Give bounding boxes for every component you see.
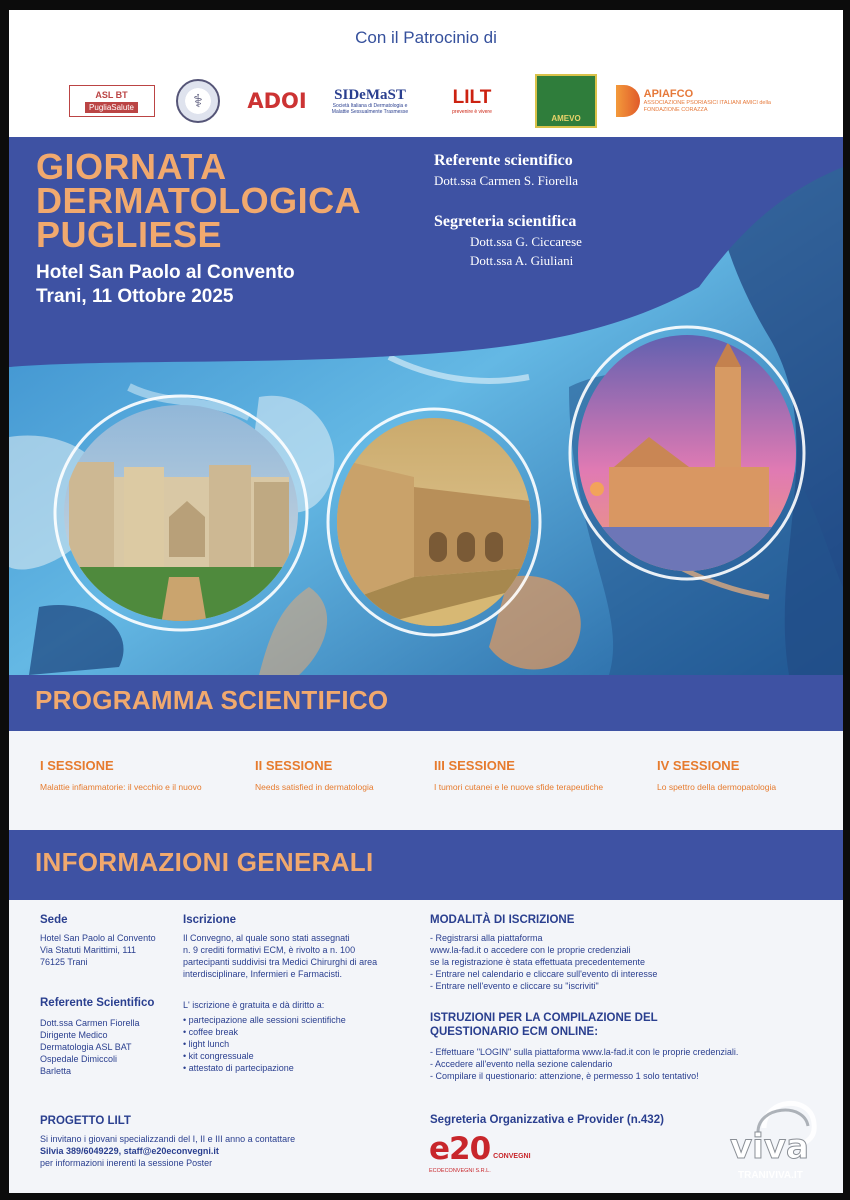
session-1-title: I SESSIONE: [40, 758, 114, 773]
istruzioni-label-line: QUESTIONARIO ECM ONLINE:: [430, 1026, 599, 1038]
modalita-line: - Entrare nel calendario e cliccare sull'evento di interesse: [430, 969, 658, 979]
event-date: Trani, 11 Ottobre 2025: [36, 286, 234, 307]
referente-line: Dott.ssa Carmen Fiorella: [40, 1018, 140, 1028]
iscrizione-text: [183, 932, 377, 980]
lilt-sub: prevenire è vivere: [452, 109, 492, 115]
lilt-label: LILT: [452, 87, 492, 108]
sidemast-label: SIDeMaST: [334, 87, 406, 103]
event-title-line-3: PUGLIESE: [36, 214, 223, 255]
scientific-secretariat-label: Segreteria scientifica: [434, 213, 577, 230]
benefit-item: • kit congressuale: [183, 1051, 254, 1061]
scientific-secretariat-name-1: Dott.ssa G. Ciccarese: [470, 234, 582, 249]
event-poster: [9, 10, 843, 1193]
referente-line: Dermatologia ASL BAT: [40, 1042, 132, 1052]
referente-line: Dirigente Medico: [40, 1030, 108, 1040]
event-title-line-2: DERMATOLOGICA: [36, 180, 362, 221]
sede-line: Via Statuti Marittimi, 111: [40, 945, 137, 955]
asl-bt-label: ASL BT: [95, 89, 128, 100]
iscrizione-line: Il Convegno, al quale sono stati assegnati: [183, 933, 350, 943]
apiafco-mark-icon: [616, 85, 640, 117]
benefit-item: • partecipazione alle sessioni scientifiche: [183, 1015, 346, 1025]
sede-label: Sede: [40, 914, 68, 926]
istruzioni-line: - Effettuare "LOGIN" sulla piattaforma www.la-fad.it con le proprie credenziali.: [430, 1047, 739, 1057]
segreteria-label: Segreteria Organizzativa e Provider (n.432): [430, 1114, 664, 1126]
progetto-line: per informazioni inerenti la sessione Poster: [40, 1158, 213, 1168]
amevo-logo: [532, 70, 600, 132]
progetto-label: PROGETTO LILT: [40, 1115, 131, 1127]
sede-line: 76125 Trani: [40, 957, 88, 967]
istruzioni-label-line: ISTRUZIONI PER LA COMPILAZIONE DEL: [430, 1012, 658, 1024]
sede-text: [40, 932, 156, 968]
session-2-title: II SESSIONE: [255, 758, 333, 773]
iscrizione-label: Iscrizione: [183, 914, 237, 926]
e20-logo-sub: CONVEGNI: [493, 1152, 531, 1160]
patronage-title: Con il Patrocinio di: [355, 28, 497, 47]
progetto-contact[interactable]: Silvia 389/6049229, staff@e20econvegni.it: [40, 1146, 219, 1156]
referente-line: Ospedale Dimiccoli: [40, 1054, 118, 1064]
iscrizione-line: n. 9 crediti formativi ECM, è rivolto a n. 100: [183, 945, 356, 955]
iscrizione-line: interdisciplinare, Infermieri e Farmacisti.: [183, 969, 343, 979]
progetto-line: Si invitano i giovani specializzandi del I, II e III anno a contattare: [40, 1134, 296, 1144]
e20-logo-mark: e20: [429, 1131, 491, 1167]
sidemast-sub: Società Italiana di Dermatologia e Malattie Sessualmente Trasmesse: [331, 103, 409, 115]
iscrizione-benefits: [183, 1014, 346, 1074]
asl-bt-logo: [64, 70, 159, 132]
scientific-secretariat-name-2: Dott.ssa A. Giuliani: [470, 253, 574, 268]
modalita-line: - Entrare nell'evento e cliccare su "iscriviti": [430, 981, 599, 991]
amevo-label: AMEVO: [551, 114, 581, 123]
benefit-item: • coffee break: [183, 1027, 239, 1037]
apiafco-label: APIAFCO: [643, 88, 694, 101]
progetto-text: [40, 1133, 295, 1169]
iscrizione-line: partecipanti suddivisi tra Medici Chirurghi di area: [183, 957, 378, 967]
session-2: [255, 758, 374, 792]
session-3: [434, 758, 603, 792]
istruzioni-line: - Accedere all'evento nella sezione calendario: [430, 1059, 613, 1069]
scientific-referent-label: Referente scientifico: [434, 152, 573, 169]
modalita-text: [430, 932, 657, 992]
session-1: [40, 758, 202, 792]
e20-logo-bottom: ECOECONVEGNI S.R.L.: [429, 1168, 491, 1174]
adoi-logo: ADOI: [247, 89, 307, 113]
benefit-item: • light lunch: [183, 1039, 230, 1049]
referente-label: Referente Scientifico: [40, 997, 155, 1009]
info-heading: INFORMAZIONI GENERALI: [35, 847, 374, 877]
modalita-label: MODALITÀ DI ISCRIZIONE: [430, 914, 575, 926]
e20-logo: [429, 1131, 531, 1174]
caduceus-icon: ⚕: [176, 79, 220, 123]
event-title-line-1: GIORNATA: [36, 146, 227, 187]
event-title: [36, 146, 362, 255]
referente-text: [40, 1017, 140, 1077]
istruzioni-label: [430, 1011, 658, 1039]
session-4-title: IV SESSIONE: [657, 758, 740, 773]
referente-line: Barletta: [40, 1066, 72, 1076]
apiafco-sub: ASSOCIAZIONE PSORIASICI ITALIANI AMICI della FONDAZIONE CORAZZA: [643, 100, 771, 113]
sessions-area: [9, 731, 843, 830]
event-venue: Hotel San Paolo al Convento: [36, 262, 295, 283]
session-4: [657, 758, 776, 792]
patron-logos: [64, 70, 784, 132]
session-2-subtitle: Needs satisfied in dermatologia: [255, 782, 374, 792]
lilt-logo: [432, 70, 512, 132]
scientific-secretariat: [434, 213, 674, 269]
istruzioni-text: [430, 1046, 738, 1082]
sede-line: Hotel San Paolo al Convento: [40, 933, 156, 943]
scientific-referent: [434, 152, 674, 189]
modalita-line: se la registrazione è stata effettuata precedentemente: [430, 957, 645, 967]
sidemast-logo: [326, 70, 414, 132]
viva-watermark-text: viva: [730, 1127, 809, 1167]
caduceus-seal-logo: [174, 70, 222, 132]
session-4-subtitle: Lo spettro della dermopatologia: [657, 782, 777, 792]
scientific-referent-name: Dott.ssa Carmen S. Fiorella: [434, 173, 579, 188]
apiafco-logo: [616, 70, 786, 132]
modalita-line: - Registrarsi alla piattaforma: [430, 933, 543, 943]
programma-heading: PROGRAMMA SCIENTIFICO: [35, 685, 389, 715]
session-3-subtitle: I tumori cutanei e le nuove sfide terapeutiche: [434, 782, 604, 792]
session-1-subtitle: Malattie infiammatorie: il vecchio e il nuovo: [40, 782, 202, 792]
benefit-item: • attestato di partecipazione: [183, 1063, 294, 1073]
info-band: [9, 830, 843, 900]
modalita-line: www.la-fad.it o accedere con le proprie credenziali: [430, 945, 631, 955]
istruzioni-line: - Compilare il questionario: attenzione, è permesso 1 solo tentativo!: [430, 1071, 699, 1081]
watermark-url: TRANIVIVA.IT: [738, 1170, 803, 1181]
asl-bt-sub: PugliaSalute: [85, 102, 138, 113]
programma-band: [9, 675, 843, 731]
iscrizione-free: L' iscrizione è gratuita e dà diritto a:: [183, 1000, 325, 1010]
session-3-title: III SESSIONE: [434, 758, 515, 773]
